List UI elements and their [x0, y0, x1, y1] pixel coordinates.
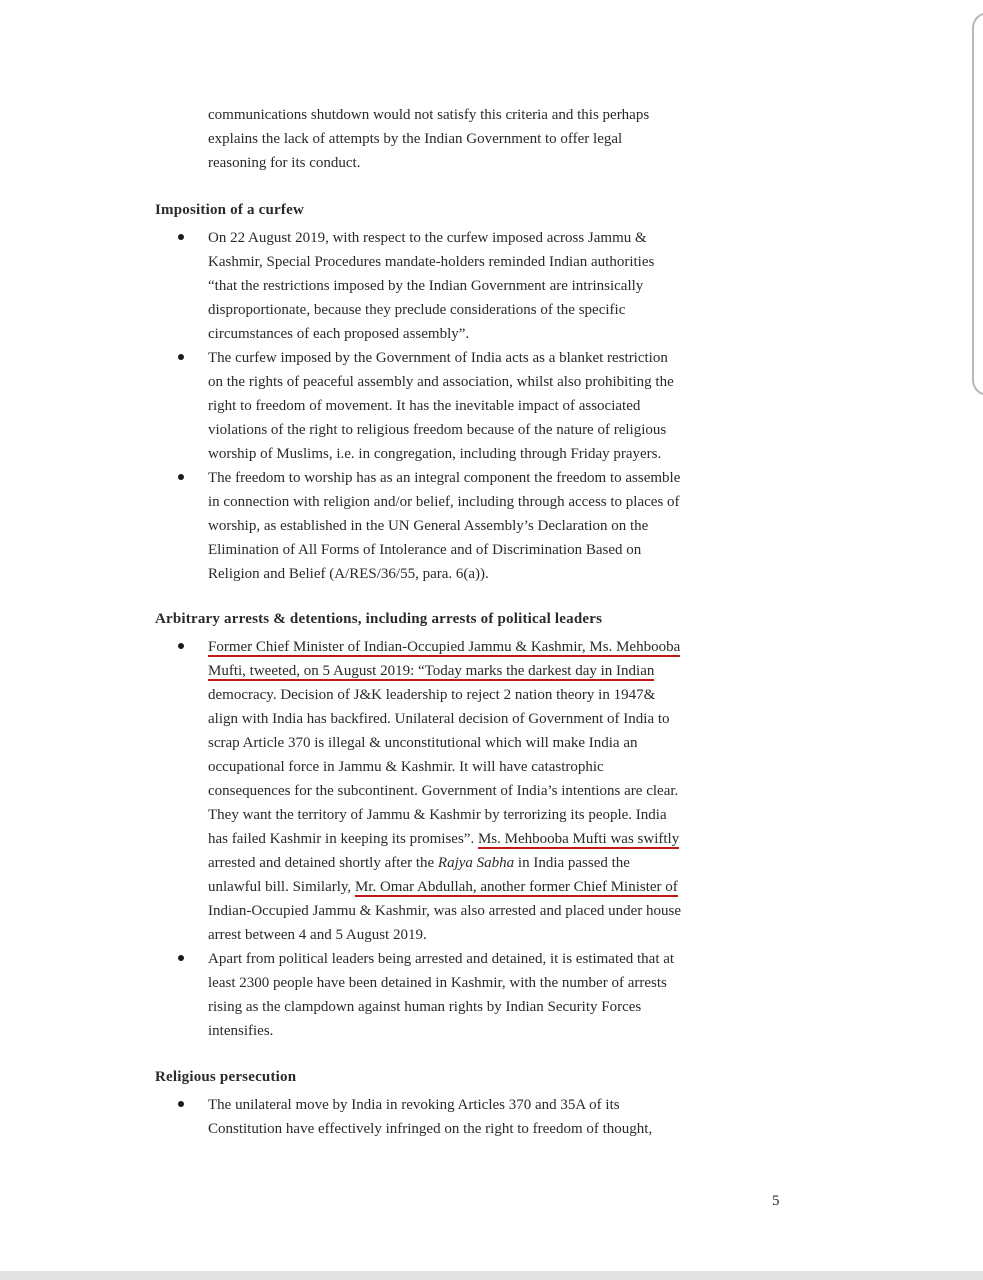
- text-line: Kashmir, Special Procedures mandate-holders reminded Indian authorities: [208, 254, 655, 270]
- text-line: scrap Article 370 is illegal & unconstitutional which will make India an: [208, 735, 638, 751]
- text-segment: unlawful bill. Similarly,: [208, 879, 355, 895]
- text-line: communications shutdown would not satisfy this criteria and this perhaps: [208, 107, 650, 123]
- bullet-text: [208, 635, 681, 947]
- text-line: Elimination of All Forms of Intolerance and of Discrimination Based on: [208, 542, 642, 558]
- text-line: align with India has backfired. Unilateral decision of Government of India to: [208, 711, 670, 727]
- text-line: Constitution have effectively infringed on the right to freedom of thought,: [208, 1121, 653, 1137]
- text-segment: in India passed the: [514, 855, 630, 871]
- text-line: The unilateral move by India in revoking Articles 370 and 35A of its: [208, 1097, 620, 1113]
- text-line: [208, 635, 681, 659]
- text-segment: arrested and detained shortly after the: [208, 855, 438, 871]
- bullet-icon: [178, 234, 184, 240]
- text-line: consequences for the subcontinent. Government of India’s intentions are clear.: [208, 783, 679, 799]
- highlight-underline: Mufti, tweeted, on 5 August 2019: “Today marks the darkest day in Indian: [208, 663, 655, 679]
- text-line: [208, 827, 681, 851]
- bullet-text: [208, 346, 674, 466]
- text-line: The freedom to worship has as an integral component the freedom to assemble: [208, 470, 681, 486]
- text-line: explains the lack of attempts by the Indian Government to offer legal: [208, 131, 623, 147]
- italic-term: Rajya Sabha: [437, 855, 515, 871]
- text-line: [208, 659, 681, 683]
- text-line: on the rights of peaceful assembly and association, whilst also prohibiting the: [208, 374, 674, 390]
- section-heading-arrests: Arbitrary arrests & detentions, including arrests of political leaders: [155, 611, 603, 627]
- highlight-underline: Former Chief Minister of Indian-Occupied Jammu & Kashmir, Ms. Mehbooba: [208, 639, 681, 655]
- text-line: On 22 August 2019, with respect to the curfew imposed across Jammu &: [208, 230, 647, 246]
- bullet-icon: [178, 643, 184, 649]
- text-line: Religion and Belief (A/RES/36/55, para. 6(a)).: [208, 566, 489, 582]
- bullet-icon: [178, 354, 184, 360]
- text-line: in connection with religion and/or belief, including through access to places of: [208, 494, 680, 510]
- page-number: 5: [772, 1193, 780, 1209]
- bottom-edge-strip: [0, 1271, 983, 1280]
- text-line: arrest between 4 and 5 August 2019.: [208, 927, 427, 943]
- text-line: democracy. Decision of J&K leadership to reject 2 nation theory in 1947&: [208, 687, 656, 703]
- text-line: right to freedom of movement. It has the inevitable impact of associated: [208, 398, 641, 414]
- text-line: “that the restrictions imposed by the Indian Government are intrinsically: [208, 278, 644, 294]
- text-line: intensifies.: [208, 1023, 274, 1039]
- section-heading-curfew: Imposition of a curfew: [155, 202, 304, 218]
- text-line: reasoning for its conduct.: [208, 155, 361, 171]
- text-line: Indian-Occupied Jammu & Kashmir, was also arrested and placed under house: [208, 903, 681, 919]
- text-line: circumstances of each proposed assembly”.: [208, 326, 470, 342]
- highlight-underline: Mr. Omar Abdullah, another former Chief Minister of: [354, 879, 678, 895]
- text-line: violations of the right to religious freedom because of the nature of religious: [208, 422, 667, 438]
- scan-edge-curve: [972, 12, 983, 396]
- bullet-icon: [178, 955, 184, 961]
- highlight-underline: Ms. Mehbooba Mufti was swiftly: [477, 831, 680, 847]
- text-line: [208, 875, 681, 899]
- text-line: worship of Muslims, i.e. in congregation, including through Friday prayers.: [208, 446, 662, 462]
- text-line: [208, 851, 681, 875]
- section-heading-religious: Religious persecution: [155, 1069, 297, 1085]
- bullet-icon: [178, 474, 184, 480]
- text-line: disproportionate, because they preclude considerations of the specific: [208, 302, 626, 318]
- bullet-text: [208, 947, 674, 1043]
- bullet-icon: [178, 1101, 184, 1107]
- bullet-text: [208, 226, 654, 346]
- bullet-text: [208, 466, 680, 586]
- text-line: They want the territory of Jammu & Kashmir by terrorizing its people. India: [208, 807, 667, 823]
- intro-paragraph: [208, 103, 649, 175]
- text-line: occupational force in Jammu & Kashmir. It will have catastrophic: [208, 759, 604, 775]
- text-line: Apart from political leaders being arrested and detained, it is estimated that at: [208, 951, 675, 967]
- text-line: worship, as established in the UN General Assembly’s Declaration on the: [208, 518, 649, 534]
- text-line: The curfew imposed by the Government of India acts as a blanket restriction: [208, 350, 668, 366]
- text-line: least 2300 people have been detained in Kashmir, with the number of arrests: [208, 975, 667, 991]
- text-segment: has failed Kashmir in keeping its promises”.: [208, 831, 478, 847]
- text-line: rising as the clampdown against human rights by Indian Security Forces: [208, 999, 642, 1015]
- bullet-text: [208, 1093, 652, 1141]
